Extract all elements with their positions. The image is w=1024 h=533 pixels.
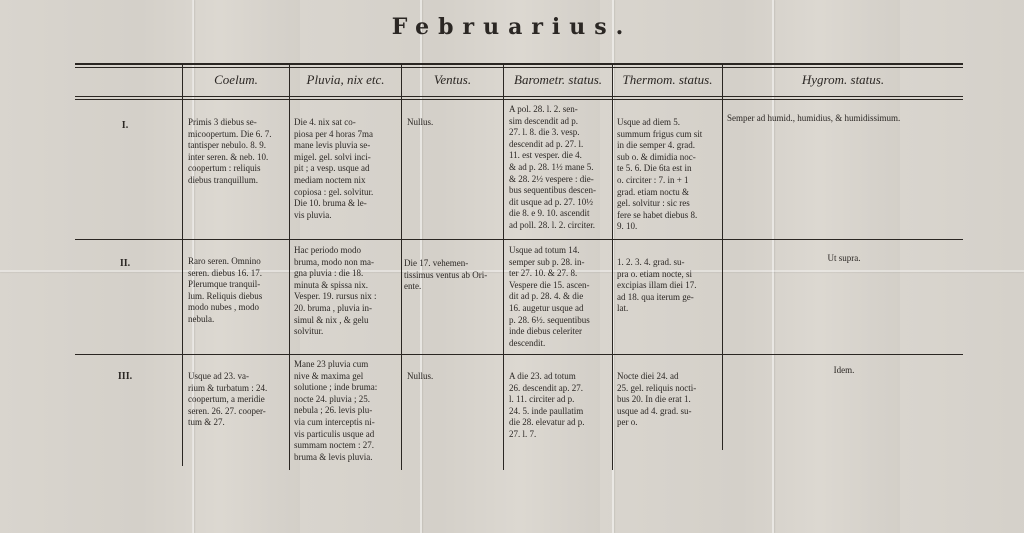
cell-coelum: [188, 371, 288, 429]
cell-hygrom: [727, 113, 961, 125]
row-numeral: II.: [119, 258, 131, 269]
cell-line: gel. solvitur : sic res: [617, 198, 690, 209]
cell-line: nebula ; 26. levis plu-: [294, 405, 373, 416]
cell-thermom: [617, 117, 721, 233]
cell-line: A die 23. ad totum: [509, 371, 576, 381]
cell-line: p. 28. 6½. sequentibus: [509, 314, 590, 325]
cell-thermom: [617, 371, 721, 429]
cell-line: Raro seren. Omnino: [188, 256, 261, 266]
cell-line: diebus tranquillum.: [188, 174, 258, 185]
cell-barometr: [509, 371, 611, 441]
cell-line: Nocte diei 24. ad: [617, 371, 679, 381]
cell-line: Ut supra.: [827, 253, 861, 263]
cell-line: nocte 24. pluvia ; 25.: [294, 393, 370, 404]
cell-line: Nullus.: [407, 371, 434, 381]
cell-line: dit ad p. 28. 4. & die: [509, 291, 584, 302]
cell-line: nive & maxima gel: [294, 370, 364, 381]
cell-line: excipias illam diei 17.: [617, 280, 697, 291]
cell-line: coopertum, a meridie: [188, 394, 265, 405]
header-hygrom: Hygrom. status.: [801, 72, 885, 87]
cell-line: sim descendit ad p.: [509, 115, 578, 126]
cell-line: A pol. 28. l. 2. sen-: [509, 104, 578, 114]
cell-coelum: [188, 256, 288, 326]
cell-line: 24. 5. inde paullatim: [509, 405, 584, 416]
cell-hygrom: [727, 365, 961, 377]
cell-line: usque ad 4. grad. su-: [617, 405, 692, 416]
cell-line: tissimus ventus ab Ori-: [404, 269, 488, 280]
cell-ventus: [404, 258, 502, 293]
header-barometr: Barometr. status.: [514, 72, 602, 87]
cell-line: inter seren. & neb. 10.: [188, 151, 269, 162]
top-rule: [75, 63, 963, 65]
cell-line: seren. 26. 27. cooper-: [188, 405, 266, 416]
cell-line: piosa per 4 horas 7ma: [294, 128, 373, 139]
cell-line: Die 4. nix sat co-: [294, 117, 356, 127]
cell-line: l. 11. circiter ad p.: [509, 394, 575, 405]
cell-line: dit usque ad p. 27. 10½: [509, 196, 593, 207]
cell-line: inde diebus celeriter: [509, 326, 582, 337]
cell-barometr: [509, 245, 611, 349]
row-numeral: III.: [117, 371, 133, 382]
cell-line: bruma, modo non ma-: [294, 256, 374, 267]
cell-line: Semper ad humid., humidius, & humidissimum.: [727, 113, 901, 123]
header-pluvia: Pluvia, nix etc.: [306, 72, 385, 87]
header-ventus: Ventus.: [433, 72, 472, 87]
cell-line: ad 18. qua iterum ge-: [617, 291, 694, 302]
header-coelum: Coelum.: [214, 72, 258, 87]
cell-line: 20. bruma , pluvia in-: [294, 302, 372, 313]
cell-line: nebula.: [188, 313, 215, 324]
cell-line: vis pluvia.: [294, 209, 332, 220]
cell-line: pit ; a vesp. usque ad: [294, 163, 370, 174]
column-rule: [289, 64, 290, 470]
cell-line: Usque ad 23. va-: [188, 371, 249, 381]
cell-ventus: [407, 371, 501, 383]
cell-line: descendit ad p. 27. l.: [509, 138, 584, 149]
cell-line: Usque ad totum 14.: [509, 245, 580, 255]
cell-line: solutione ; inde bruma:: [294, 382, 378, 393]
column-rule: [722, 64, 723, 450]
cell-line: bruma & levis pluvia.: [294, 451, 373, 462]
cell-line: die 8. e 9. 10. ascendit: [509, 208, 590, 219]
cell-line: lat.: [617, 303, 629, 314]
cell-line: Nullus.: [407, 117, 434, 127]
cell-line: tantisper nebulo. 8. 9.: [188, 140, 266, 151]
cell-line: Usque ad diem 5.: [617, 117, 680, 127]
column-rule: [401, 64, 402, 470]
cell-line: tum & 27.: [188, 417, 225, 428]
cell-line: ter 27. 10. & 27. 8.: [509, 268, 578, 279]
cell-line: ad poll. 28. l. 2. circiter.: [509, 219, 595, 230]
cell-line: 27. l. 7.: [509, 428, 537, 439]
cell-coelum: [188, 117, 288, 187]
cell-line: per o.: [617, 417, 638, 428]
cell-line: copiosa : gel. solvitur.: [294, 186, 374, 197]
top-rule: [75, 67, 963, 68]
cell-line: coopertum : reliquis: [188, 163, 261, 174]
row-numeral: I.: [121, 120, 129, 131]
cell-barometr: [509, 104, 611, 232]
cell-line: Vesper. 19. rursus nix :: [294, 291, 377, 302]
cell-line: solvitur.: [294, 326, 324, 337]
cell-line: via cum interceptis ni-: [294, 416, 375, 427]
cell-line: Plerumque tranquil-: [188, 279, 261, 290]
cell-line: Hac periodo modo: [294, 245, 361, 255]
row-divider: [75, 239, 963, 240]
page-title: Februarius.: [391, 14, 633, 40]
cell-line: 1. 2. 3. 4. grad. su-: [617, 257, 685, 267]
cell-line: bus 20. In die erat 1.: [617, 394, 691, 405]
header-rule: [75, 96, 963, 97]
cell-line: 26. descendit ap. 27.: [509, 382, 583, 393]
row-divider: [75, 354, 963, 355]
cell-line: Die 10. bruma & le-: [294, 198, 367, 209]
cell-line: Primis 3 diebus se-: [188, 117, 257, 127]
cell-line: 25. gel. reliquis nocti-: [617, 382, 697, 393]
cell-line: Idem.: [833, 365, 855, 375]
cell-pluvia: [294, 245, 398, 338]
cell-line: summum frigus cum sit: [617, 128, 703, 139]
cell-line: modo nubes , modo: [188, 302, 259, 313]
cell-line: mane levis pluvia se-: [294, 140, 371, 151]
cell-line: lum. Reliquis diebus: [188, 290, 263, 301]
cell-line: summam noctem : 27.: [294, 440, 374, 451]
column-rule: [182, 64, 183, 466]
cell-line: in die semper 4. grad.: [617, 140, 695, 151]
column-rule: [503, 64, 504, 470]
cell-line: mediam noctem nix: [294, 174, 366, 185]
cell-line: 11. est vesper. die 4.: [509, 150, 582, 161]
cell-line: grad. etiam noctu &: [617, 186, 689, 197]
cell-line: migel. gel. solvi inci-: [294, 151, 371, 162]
cell-line: Die 17. vehemen-: [404, 258, 469, 268]
cell-line: die 28. elevatur ad p.: [509, 417, 585, 428]
cell-line: & ad p. 28. 1½ mane 5.: [509, 161, 594, 172]
cell-line: pra o. etiam nocte, si: [617, 268, 692, 279]
cell-line: descendit.: [509, 337, 546, 348]
cell-line: 9. 10.: [617, 221, 638, 232]
cell-pluvia: [294, 359, 398, 463]
cell-line: seren. diebus 16. 17.: [188, 267, 262, 278]
cell-line: 27. l. 8. die 3. vesp.: [509, 127, 580, 138]
cell-line: & 28. 2½ vespere : die-: [509, 173, 594, 184]
cell-line: gna pluvia : die 18.: [294, 268, 364, 279]
cell-line: Vespere die 15. ascen-: [509, 279, 590, 290]
cell-line: sub o. & dimidia noc-: [617, 151, 696, 162]
cell-line: simul & nix , & gelu: [294, 314, 369, 325]
cell-thermom: [617, 257, 721, 315]
cell-pluvia: [294, 117, 398, 221]
cell-line: micoopertum. Die 6. 7.: [188, 128, 272, 139]
header-rule: [75, 99, 963, 100]
cell-line: bus sequentibus descen-: [509, 185, 596, 196]
cell-line: vis particulis usque ad: [294, 428, 375, 439]
cell-line: 16. augetur usque ad: [509, 302, 584, 313]
cell-line: te 5. 6. Die 6ta est in: [617, 163, 692, 174]
cell-line: ente.: [404, 281, 422, 292]
column-rule: [612, 64, 613, 470]
cell-line: rium & turbatum : 24.: [188, 382, 268, 393]
cell-line: o. circiter : 7. in + 1: [617, 174, 689, 185]
cell-line: semper sub p. 28. in-: [509, 256, 585, 267]
cell-hygrom: [727, 253, 961, 265]
cell-line: minuta & spissa nix.: [294, 279, 368, 290]
cell-line: fere se habet diebus 8.: [617, 209, 698, 220]
cell-line: Mane 23 pluvia cum: [294, 359, 369, 369]
header-thermom: Thermom. status.: [622, 72, 713, 87]
cell-ventus: [407, 117, 501, 129]
